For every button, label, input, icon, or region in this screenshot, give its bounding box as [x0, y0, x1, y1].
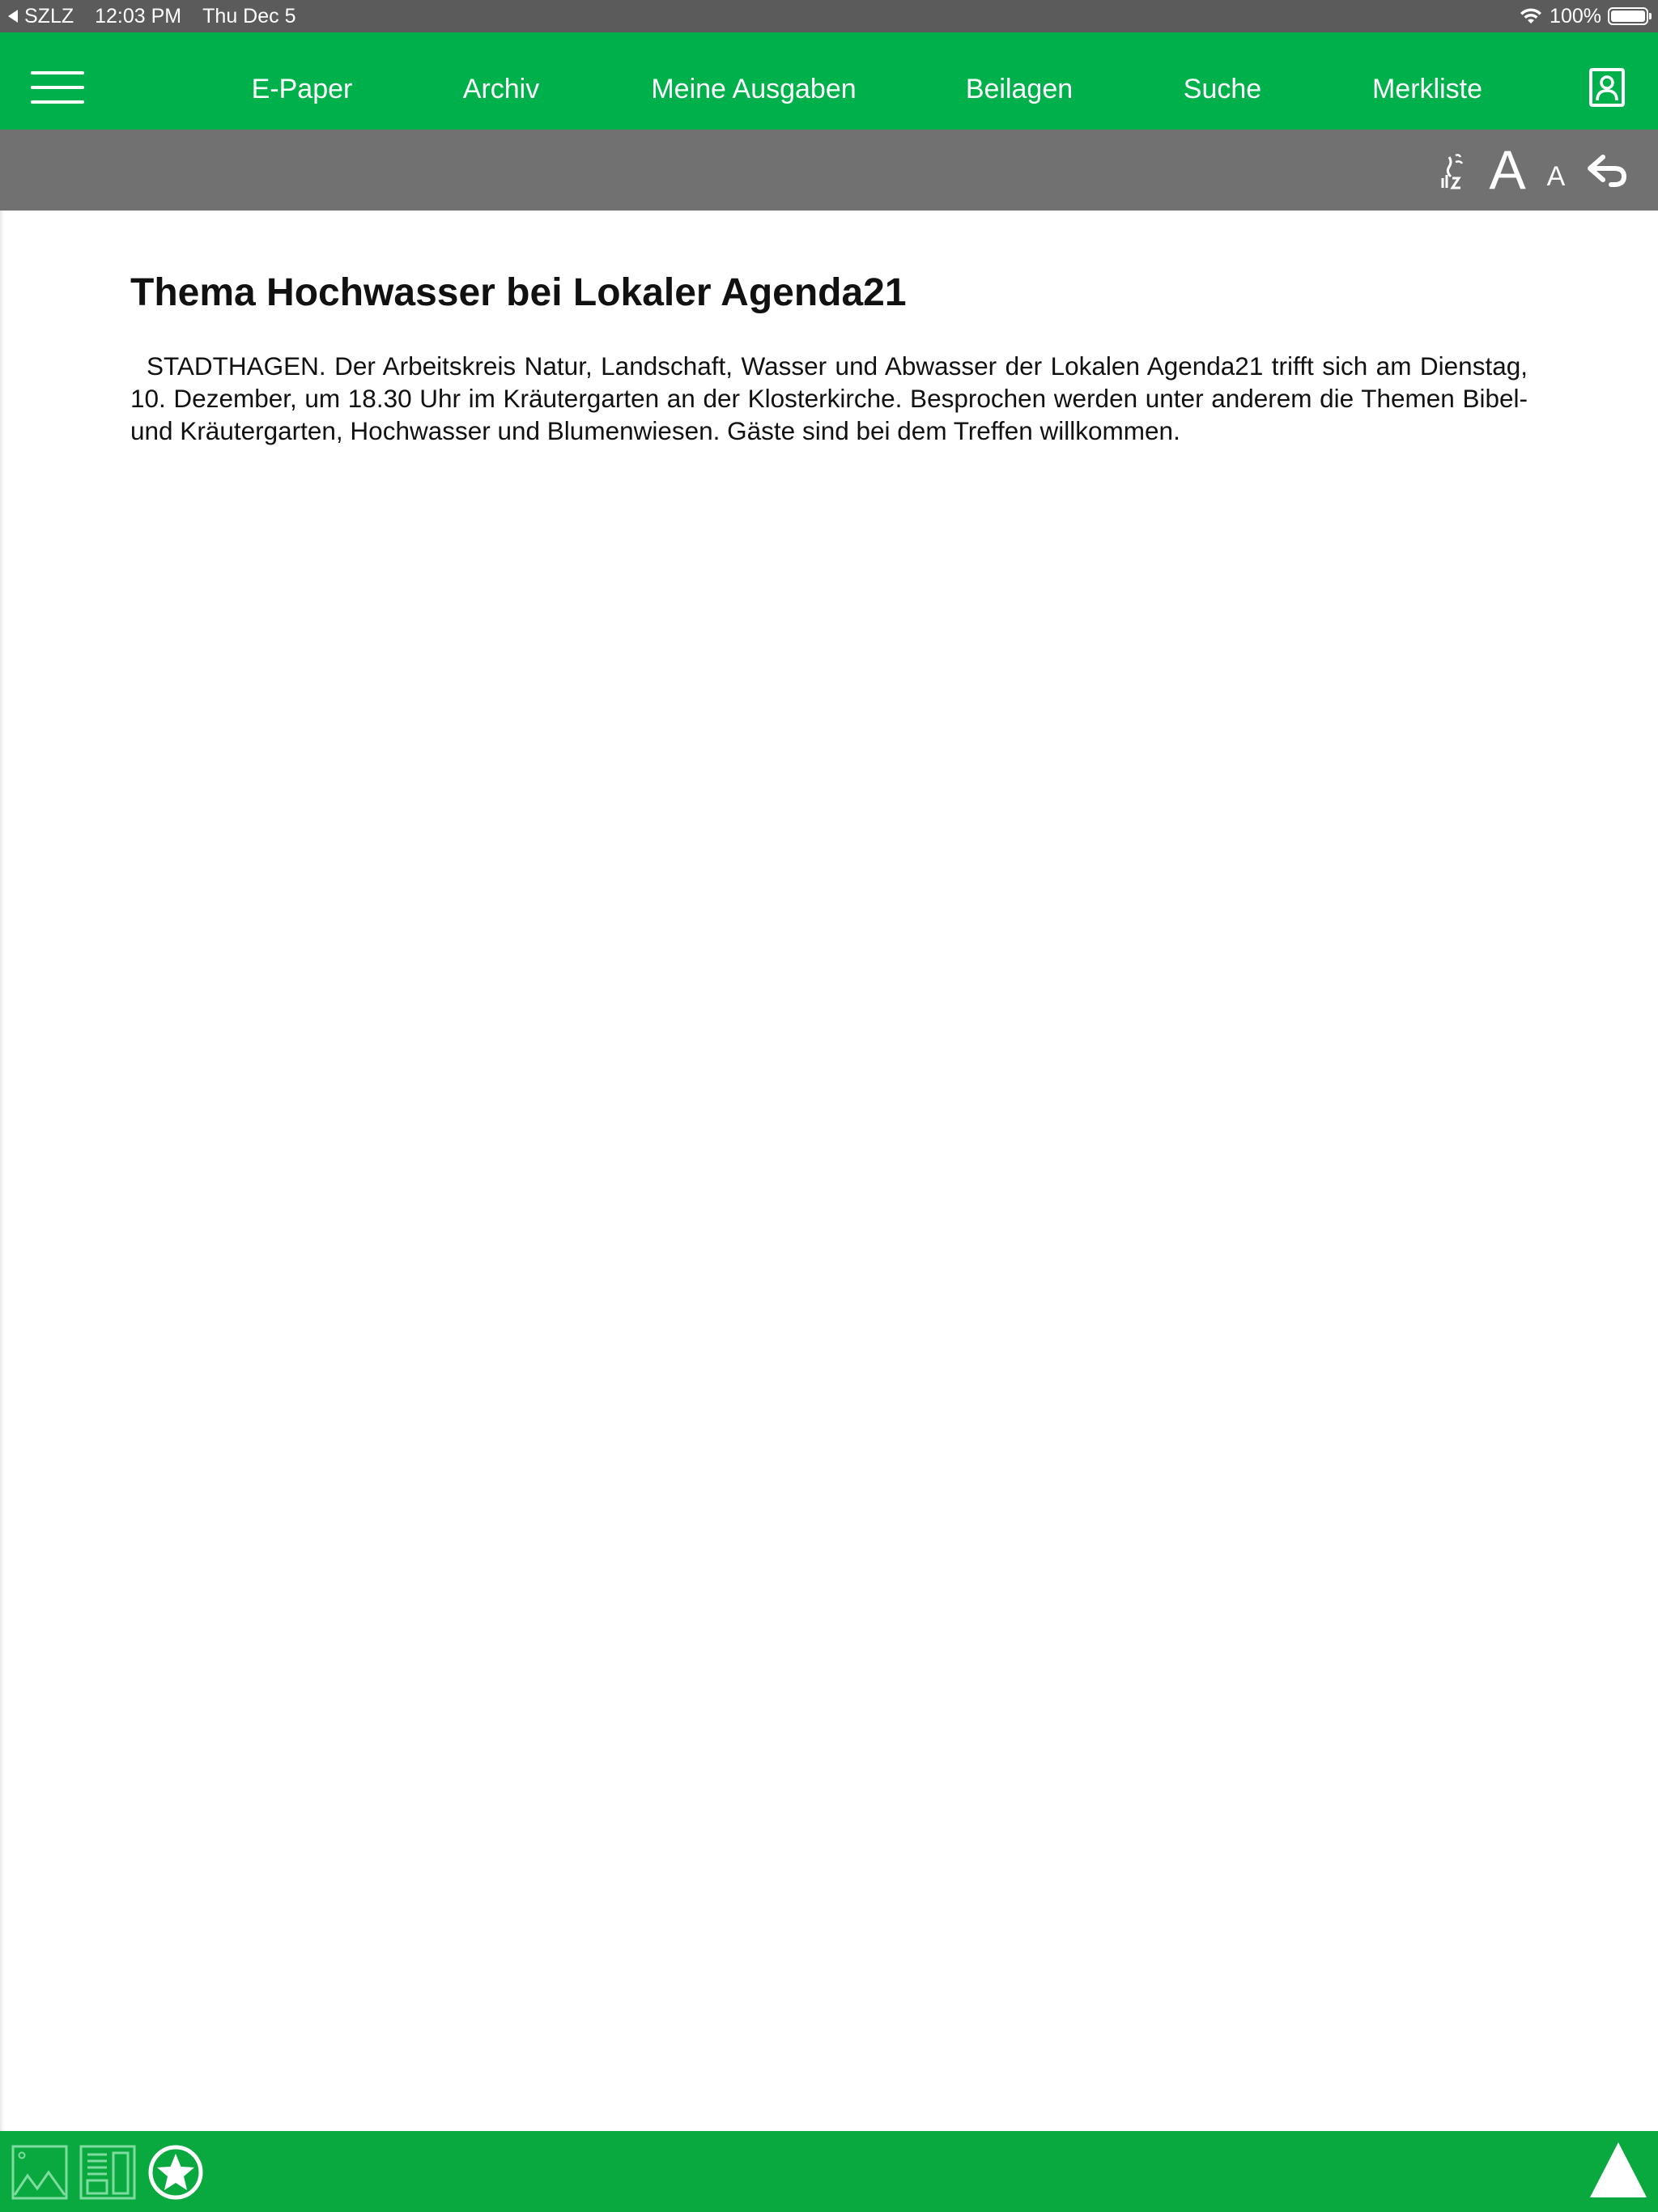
article-title: Thema Hochwasser bei Lokaler Agenda21 [130, 271, 907, 314]
page-layout-icon[interactable] [79, 2145, 136, 2200]
nav-item-beilagen[interactable]: Beilagen [965, 74, 1073, 104]
battery-fill [1611, 11, 1645, 22]
decrease-font-button[interactable]: A [1546, 161, 1566, 192]
status-bar [0, 0, 1658, 32]
text-to-speech-icon[interactable] [1431, 146, 1470, 194]
back-to-app-label[interactable]: SZLZ [24, 4, 74, 28]
image-icon[interactable] [11, 2145, 68, 2200]
battery-icon [1608, 7, 1648, 25]
status-left [8, 0, 295, 32]
back-to-app-icon[interactable] [8, 10, 18, 23]
battery-percent: 100% [1550, 4, 1601, 28]
article-content [0, 211, 1658, 2131]
hamburger-menu-icon[interactable] [31, 71, 84, 104]
profile-icon[interactable] [1589, 68, 1625, 107]
wifi-icon [1519, 7, 1543, 25]
increase-font-button[interactable]: A [1489, 139, 1526, 201]
nav-item-archiv[interactable]: Archiv [462, 74, 540, 104]
scroll-up-icon[interactable] [1587, 2139, 1650, 2201]
bottom-toolbar [0, 2131, 1658, 2212]
status-right [1519, 0, 1648, 32]
top-navigation-bar [0, 32, 1658, 130]
article-body: STADTHAGEN. Der Arbeitskreis Natur, Landschaft, Wasser und Abwasser der Lokalen Agenda21 trifft sich am Dienstag, 10. Dezember, um 18.30 Uhr im Kräutergarten an der Klosterkirche. Besprochen werden unter anderem die Themen Bibel- und Kräutergarten, Hochwasser und Blumenwiesen. Gäste sind bei dem Treffen willkommen. [130, 351, 1528, 445]
nav-item-meine-ausgaben[interactable]: Meine Ausgaben [651, 74, 857, 104]
status-time: 12:03 PM [95, 4, 182, 28]
article-toolbar [0, 130, 1658, 211]
status-date: Thu Dec 5 [202, 4, 296, 28]
nav-item-suche[interactable]: Suche [1183, 74, 1262, 104]
nav-item-e-paper[interactable]: E-Paper [251, 74, 353, 104]
star-icon[interactable] [147, 2144, 204, 2201]
nav-item-merkliste[interactable]: Merkliste [1371, 74, 1483, 104]
back-arrow-icon[interactable] [1587, 152, 1629, 188]
